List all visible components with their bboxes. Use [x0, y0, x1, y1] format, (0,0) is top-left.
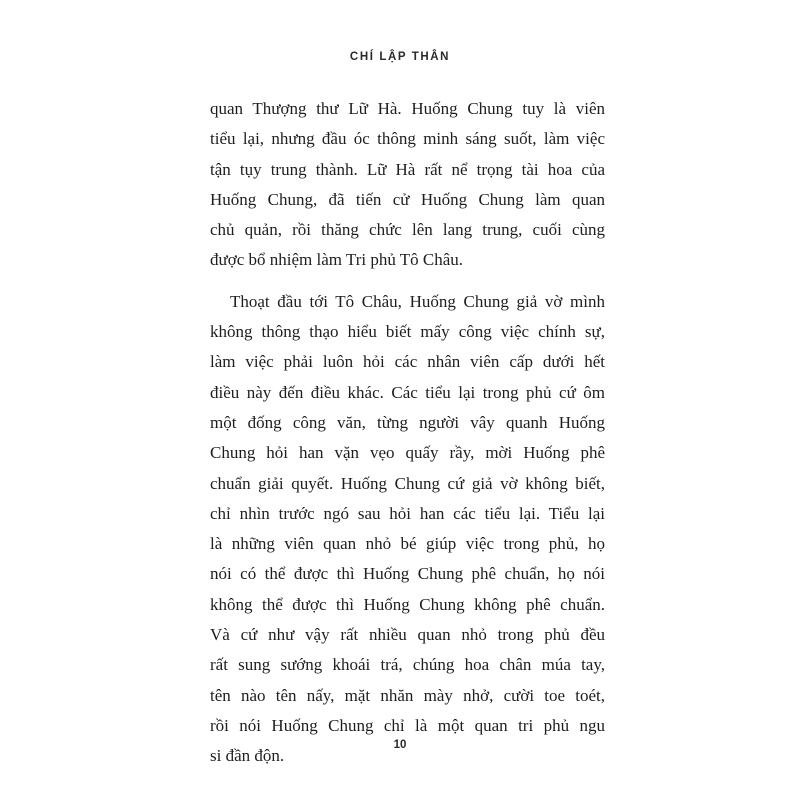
text-line: si đần độn. — [210, 746, 285, 766]
text-line: một đống công văn, từng người vây quanh Huống — [210, 412, 605, 432]
text-line: rồi nói Huống Chung chỉ là một quan tri phủ ngu — [210, 715, 605, 735]
text-line: không thể được thì Huống Chung không phê chuẩn. — [210, 594, 605, 614]
text-line: chỉ nhìn trước ngó sau hỏi han các tiểu lại. Tiểu lại — [210, 503, 605, 523]
text-line: Và cứ như vậy rất nhiều quan nhỏ trong phủ đều — [210, 625, 605, 645]
body-text — [210, 94, 605, 772]
text-line: là những viên quan nhỏ bé giúp việc trong phủ, họ — [210, 534, 605, 554]
text-line: Chung hỏi han vặn vẹo quấy rầy, mời Huống phê — [210, 443, 605, 463]
page-number: 10 — [393, 739, 407, 751]
text-line: không thông thạo hiểu biết mấy công việc chính sự, — [210, 322, 605, 342]
text-line: chuẩn giải quyết. Huống Chung cứ giả vờ không biết, — [210, 473, 605, 493]
text-line: Huống Chung, đã tiến cử Huống Chung làm quan — [210, 189, 605, 209]
running-head: CHÍ LẬP THÂN — [349, 51, 451, 63]
text-line: điều này đến điều khác. Các tiểu lại trong phủ cứ ôm — [210, 382, 605, 402]
text-line: nói có thể được thì Huống Chung phê chuẩn, họ nói — [210, 564, 605, 584]
text-line: chủ quản, rồi thăng chức lên lang trung, cuối cùng — [210, 220, 605, 240]
text-line: tận tụy trung thành. Lữ Hà rất nể trọng tài hoa của — [210, 159, 605, 179]
text-line: Thoạt đầu tới Tô Châu, Huống Chung giả vờ mình — [230, 291, 605, 311]
text-line: rất sung sướng khoái trá, chúng hoa chân múa tay, — [210, 655, 605, 675]
text-line: quan Thượng thư Lữ Hà. Huống Chung tuy là viên — [210, 99, 605, 118]
paragraph-2 — [210, 287, 605, 772]
text-line: được bổ nhiệm làm Tri phủ Tô Châu. — [210, 250, 464, 270]
paragraph-1 — [210, 94, 605, 276]
text-line: làm việc phải luôn hỏi các nhân viên cấp dưới hết — [210, 352, 605, 372]
text-line: tiểu lại, nhưng đầu óc thông minh sáng suốt, làm việc — [210, 129, 605, 149]
text-line: tên nào tên nấy, mặt nhăn mày nhở, cười toe toét, — [210, 685, 605, 705]
